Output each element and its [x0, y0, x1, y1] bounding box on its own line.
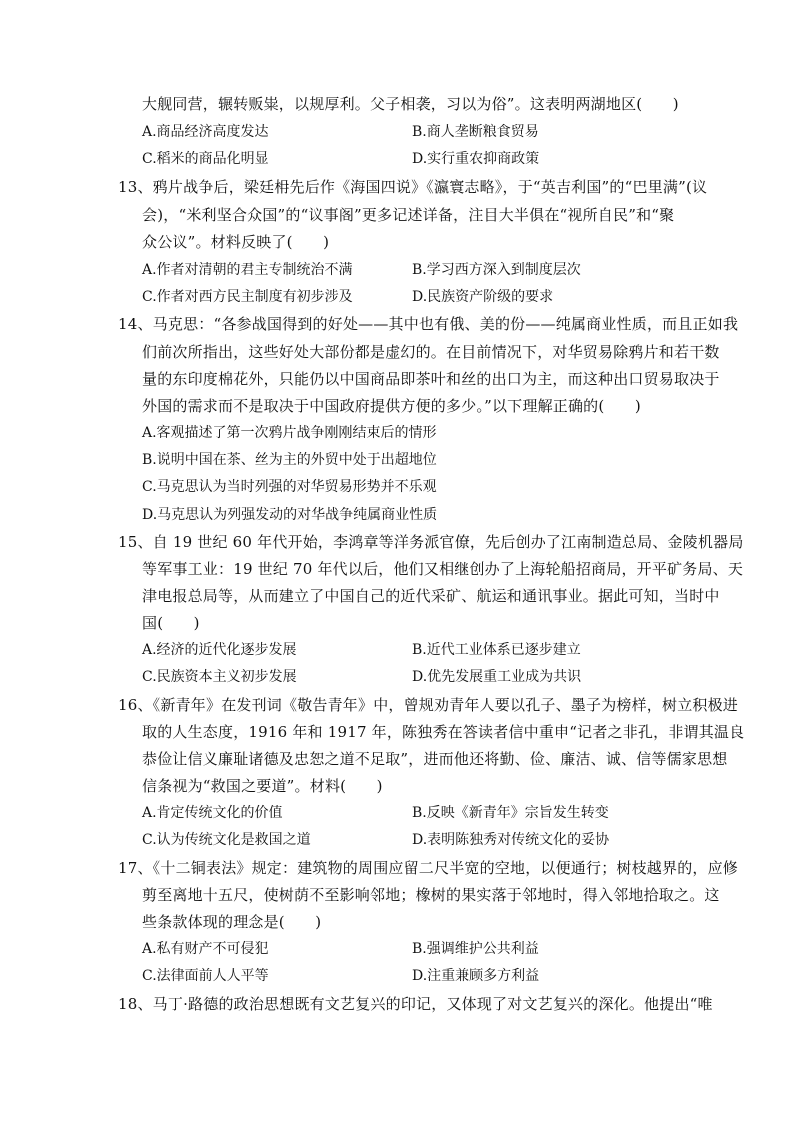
- q17-option-a: A.私有财产不可侵犯: [142, 941, 269, 957]
- q13-option-d: D.民族资产阶级的要求: [412, 289, 554, 305]
- q15-stem-line: 津电报总局等，从而建立了中国自己的近代采矿、航运和通讯事业。据此可知，当时中: [142, 587, 720, 605]
- q15-option-b: B.近代工业体系已逐步建立: [412, 642, 581, 658]
- q14-option-d: D.马克思认为列强发动的对华战争纯属商业性质: [142, 507, 438, 523]
- q13-option-b: B.学习西方深入到制度层次: [412, 262, 581, 278]
- q16-stem-line: 16、《新青年》在发刊词《敬告青年》中，曾规劝青年人要以孔子、墨子为榜样，树立积极进: [118, 696, 738, 714]
- question-12-stem-tail: 大舰同营，辗转贩粜，以规厚利。父子相袭，习以为俗”。这表明两湖地区( ): [142, 95, 679, 113]
- q17-option-b: B.强调维护公共利益: [412, 941, 539, 957]
- q14-option-b: B.说明中国在茶、丝为主的外贸中处于出超地位: [142, 452, 437, 468]
- q13-option-a: A.作者对清朝的君主专制统治不满: [142, 262, 353, 278]
- q12-option-b: B.商人垄断粮食贸易: [412, 124, 539, 140]
- q17-stem-line: 剪至离地十五尺，使树荫不至影响邻地；橡树的果实落于邻地时，得入邻地拾取之。这: [142, 886, 720, 904]
- q16-option-b: B.反映《新青年》宗旨发生转变: [412, 805, 609, 821]
- q15-stem-line: 国( ): [142, 614, 200, 632]
- q13-stem-line: 众公议”。材料反映了( ): [142, 233, 330, 251]
- q13-stem-line: 会)，“米利坚合众国”的“议事阁”更多记述详备，注目大半俱在“视所自民”和“聚: [142, 206, 675, 224]
- q14-option-c: C.马克思认为当时列强的对华贸易形势并不乐观: [142, 479, 437, 495]
- q14-stem-line: 14、马克思：“各参战国得到的好处——其中也有俄、美的份——纯属商业性质，而且正如我: [118, 315, 739, 333]
- q14-option-a: A.客观描述了第一次鸦片战争刚刚结束后的情形: [142, 425, 437, 441]
- q13-stem-line: 13、鸦片战争后，梁廷枏先后作《海国四说》《瀛寰志略》，于“英吉利国”的“巴里满”(议: [118, 178, 708, 196]
- q16-option-a: A.肯定传统文化的价值: [142, 805, 283, 821]
- q12-option-a: A.商品经济高度发达: [142, 124, 269, 140]
- q16-stem-line: 信条视为“救国之要道”。材料( ): [142, 777, 383, 795]
- q15-option-c: C.民族资本主义初步发展: [142, 669, 297, 685]
- q12-option-c: C.稻米的商品化明显: [142, 151, 269, 167]
- q14-stem-line: 量的东印度棉花外，只能仍以中国商品即茶叶和丝的出口为主，而这种出口贸易取决于: [142, 370, 720, 388]
- q16-stem-line: 取的人生态度，1916 年和 1917 年，陈独秀在答读者信中重申“记者之非孔，非谓其温良: [142, 723, 745, 741]
- q15-stem-line: 等军事工业：19 世纪 70 年代以后，他们又相继创办了上海轮船招商局，开平矿务局、天: [142, 560, 744, 578]
- q15-option-a: A.经济的近代化逐步发展: [142, 642, 297, 658]
- q17-option-d: D.注重兼顾多方利益: [412, 968, 540, 984]
- q15-stem-line: 15、自 19 世纪 60 年代开始，李鸿章等洋务派官僚，先后创办了江南制造总局、金陵机器局: [118, 533, 744, 551]
- q16-stem-line: 恭俭让信义廉耻诸德及忠恕之道不足取”，进而他还将勤、俭、廉洁、诚、信等儒家思想: [142, 750, 728, 768]
- q16-option-d: D.表明陈独秀对传统文化的妥协: [412, 832, 610, 848]
- q14-stem-line: 们前次所指出，这些好处大部份都是虚幻的。在目前情况下，对华贸易除鸦片和若干数: [142, 343, 720, 361]
- q13-option-c: C.作者对西方民主制度有初步涉及: [142, 289, 353, 305]
- q17-option-c: C.法律面前人人平等: [142, 968, 269, 984]
- q17-stem-line: 17、《十二铜表法》规定：建筑物的周围应留二尺半宽的空地，以便通行；树枝越界的，应修: [118, 859, 738, 877]
- q18-stem-line: 18、马丁·路德的政治思想既有文艺复兴的印记，又体现了对文艺复兴的深化。他提出“唯: [118, 995, 713, 1013]
- q15-option-d: D.优先发展重工业成为共识: [412, 669, 582, 685]
- q14-stem-line: 外国的需求而不是取决于中国政府提供方便的多少。”以下理解正确的( ): [142, 397, 641, 415]
- q16-option-c: C.认为传统文化是救国之道: [142, 832, 311, 848]
- q12-option-d: D.实行重农抑商政策: [412, 151, 540, 167]
- q17-stem-line: 些条款体现的理念是( ): [142, 913, 322, 931]
